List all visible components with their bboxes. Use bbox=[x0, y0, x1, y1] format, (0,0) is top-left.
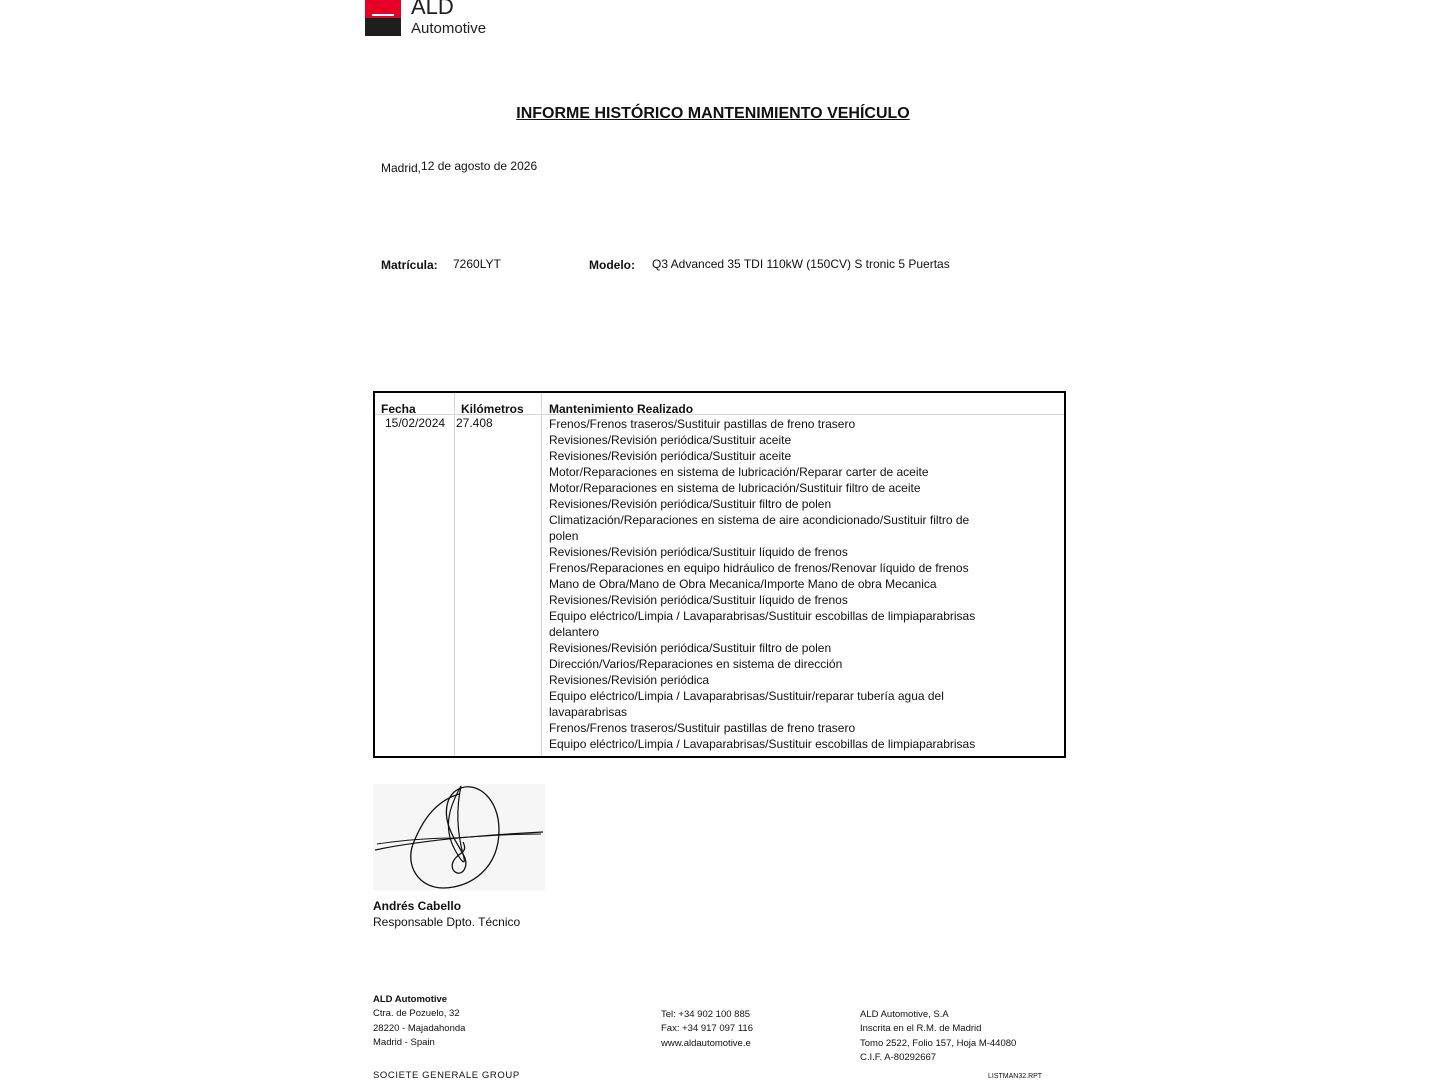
signer-role: Responsable Dpto. Técnico bbox=[373, 915, 521, 929]
task-list bbox=[549, 416, 975, 752]
task-item: Equipo eléctrico/Limpia / Lavaparabrisas/Sustituir escobillas de limpiaparabrisas bbox=[549, 609, 976, 623]
task-item: Equipo eléctrico/Limpia / Lavaparabrisas/Sustituir/reparar tubería agua del bbox=[549, 689, 944, 703]
task-item: Revisiones/Revisión periódica bbox=[549, 673, 710, 687]
footer-legal-block bbox=[860, 1008, 1016, 1065]
footer-phone: Tel: +34 902 100 885 bbox=[661, 1009, 751, 1020]
report-title: INFORME HISTÓRICO MANTENIMIENTO VEHÍCULO bbox=[516, 105, 910, 122]
model-value: Q3 Advanced 35 TDI 110kW (150CV) S tronic 5 Puertas bbox=[652, 257, 950, 271]
footer-fax: Fax: +34 917 097 116 bbox=[661, 1023, 753, 1035]
footer-address-line: Madrid - Spain bbox=[373, 1036, 435, 1048]
task-item: polen bbox=[549, 529, 579, 543]
model-label: Modelo: bbox=[589, 258, 635, 272]
task-item: Frenos/Frenos traseros/Sustituir pastillas de freno trasero bbox=[549, 721, 856, 735]
column-divider bbox=[454, 393, 455, 756]
plate-value: 7260LYT bbox=[453, 257, 501, 271]
column-divider bbox=[541, 393, 542, 756]
header-km: Kilómetros bbox=[461, 402, 524, 416]
report-code: LISTMAN32.RPT bbox=[988, 1073, 1043, 1080]
footer-legal-line: C.I.F. A-80292667 bbox=[860, 1051, 937, 1063]
task-item: Revisiones/Revisión periódica/Sustituir aceite bbox=[549, 433, 792, 447]
footer-legal-line: ALD Automotive, S.A bbox=[860, 1009, 949, 1020]
group-label: SOCIETE GENERALE GROUP bbox=[373, 1070, 520, 1081]
footer-legal-line: Inscrita en el R.M. de Madrid bbox=[860, 1023, 982, 1035]
logo-text-ald: ALD bbox=[411, 0, 454, 19]
logo-mark-icon bbox=[365, 0, 401, 36]
footer-website: www.aldautomotive.e bbox=[661, 1037, 751, 1049]
footer-address-line: Ctra. de Pozuelo, 32 bbox=[373, 1008, 460, 1020]
task-item: delantero bbox=[549, 625, 600, 639]
signature-scribble-icon bbox=[373, 784, 545, 890]
task-item: Frenos/Reparaciones en equipo hidráulico de frenos/Renovar líquido de frenos bbox=[549, 561, 969, 575]
signature-image bbox=[373, 784, 545, 890]
task-item: Motor/Reparaciones en sistema de lubricación/Reparar carter de aceite bbox=[549, 465, 929, 479]
logo-text-automotive: Automotive bbox=[411, 20, 487, 37]
header-date: Fecha bbox=[381, 402, 416, 416]
signer-block bbox=[373, 898, 520, 930]
row-km: 27.408 bbox=[456, 416, 493, 430]
task-item: Mano de Obra/Mano de Obra Mecanica/Importe Mano de obra Mecanica bbox=[549, 577, 937, 591]
ald-logo bbox=[365, 0, 499, 36]
signer-name: Andrés Cabello bbox=[373, 899, 462, 913]
task-item: Dirección/Varios/Reparaciones en sistema de dirección bbox=[549, 657, 843, 671]
task-item: Revisiones/Revisión periódica/Sustituir filtro de polen bbox=[549, 497, 832, 511]
place-date bbox=[381, 161, 537, 175]
task-item: Revisiones/Revisión periódica/Sustituir líquido de frenos bbox=[549, 545, 848, 559]
header-work: Mantenimiento Realizado bbox=[549, 402, 694, 416]
footer-company-block bbox=[373, 993, 465, 1050]
footer-contact-block bbox=[661, 1008, 753, 1051]
place: Madrid, bbox=[381, 161, 422, 175]
task-item: lavaparabrisas bbox=[549, 705, 628, 719]
maintenance-table bbox=[373, 391, 1066, 758]
task-item: Revisiones/Revisión periódica/Sustituir filtro de polen bbox=[549, 641, 832, 655]
footer-legal-line: Tomo 2522, Folio 157, Hoja M-44080 bbox=[860, 1037, 1017, 1049]
task-item: Equipo eléctrico/Limpia / Lavaparabrisas/Sustituir escobillas de limpiaparabrisas bbox=[549, 737, 976, 751]
task-item: Frenos/Frenos traseros/Sustituir pastillas de freno trasero bbox=[549, 417, 856, 431]
footer-address-line: 28220 - Majadahonda bbox=[373, 1022, 466, 1034]
task-item: Motor/Reparaciones en sistema de lubricación/Sustituir filtro de aceite bbox=[549, 481, 921, 495]
task-item: Revisiones/Revisión periódica/Sustituir aceite bbox=[549, 449, 792, 463]
date: 12 de agosto de 2026 bbox=[421, 159, 538, 173]
row-date: 15/02/2024 bbox=[385, 416, 446, 430]
task-item: Climatización/Reparaciones en sistema de aire acondicionado/Sustituir filtro de bbox=[549, 513, 970, 527]
plate-label: Matrícula: bbox=[381, 258, 438, 272]
task-item: Revisiones/Revisión periódica/Sustituir líquido de frenos bbox=[549, 593, 848, 607]
footer-company: ALD Automotive bbox=[373, 994, 448, 1005]
